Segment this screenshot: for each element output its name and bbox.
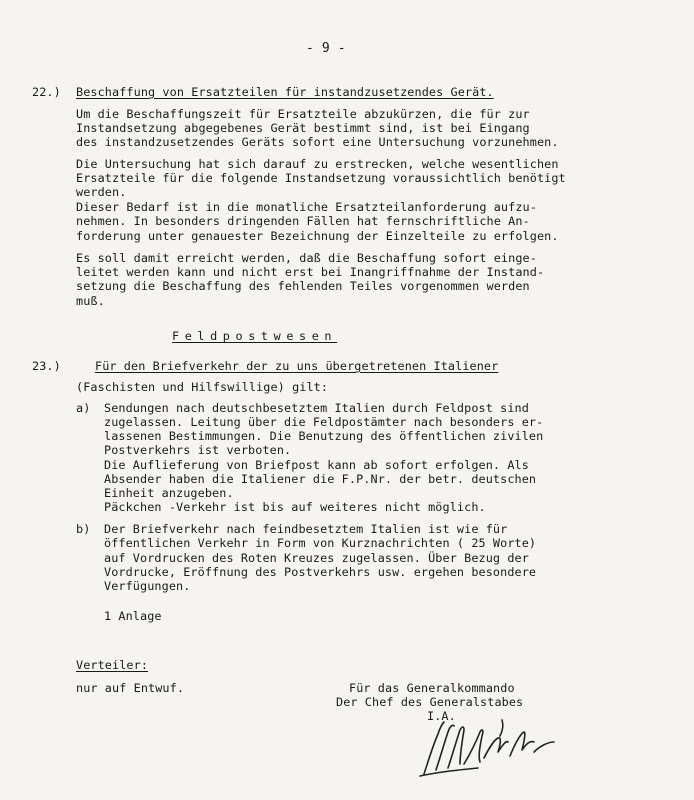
s22-line: muß. — [76, 294, 105, 308]
item-b-line: Vordrucke, Eröffnung des Postverkehrs usw. ergehen besondere — [104, 565, 537, 579]
item-a-line: Absender haben die Italiener die F.P.Nr. der betr. deutschen — [104, 472, 537, 486]
anlage-note: 1 Anlage — [104, 609, 162, 623]
item-b-line: Der Briefverkehr nach feindbesetztem Italien ist wie für — [104, 522, 508, 536]
section-23-heading: Für den Briefverkehr der zu uns übergetretenen Italiener — [95, 359, 499, 373]
section-23-intro: (Faschisten und Hilfswillige) gilt: — [76, 380, 329, 394]
page-number: - 9 - — [306, 41, 346, 56]
verteiler-label: Verteiler: — [76, 658, 149, 672]
section-22-heading: Beschaffung von Ersatzteilen für instandzusetzendes Gerät. — [76, 85, 494, 99]
item-a-line: Sendungen nach deutschbesetztem Italien durch Feldpost sind — [104, 401, 529, 415]
s22-line: des instandzusetzendes Geräts sofort eine Untersuchung vorzunehmen. — [76, 135, 559, 149]
section-23-number: 23.) — [32, 359, 61, 373]
item-a-line: Päckchen -Verkehr ist bis auf weiteres nicht möglich. — [104, 500, 486, 514]
item-a-line: lassenen Bestimmungen. Die Benutzung des öffentlichen zivilen — [104, 429, 544, 443]
item-a-line: Postverkehrs ist verboten. — [104, 443, 292, 457]
s22-line: Es soll damit erreicht werden, daß die Beschaffung sofort einge- — [76, 251, 537, 265]
item-a-line: Die Auflieferung von Briefpost kann ab sofort erfolgen. Als — [104, 458, 529, 472]
item-b-marker: b) — [76, 522, 91, 536]
item-a-line: zugelassen. Leitung über die Feldpostämter nach besonders er- — [104, 415, 544, 429]
handwritten-signature — [418, 712, 568, 782]
s22-line: Ersatzteile für die folgende Instandsetzung voraussichtlich benötigt — [76, 171, 566, 185]
feldpost-heading: Feldpostwesen — [172, 329, 338, 343]
s22-line: Die Untersuchung hat sich darauf zu erstrecken, welche wesentlichen — [76, 157, 559, 171]
s22-line: werden. — [76, 185, 127, 199]
s22-line: Dieser Bedarf ist in die monatliche Ersatzteilanforderung aufzu- — [76, 200, 537, 214]
signature-line: I.A. — [427, 709, 456, 723]
s22-line: forderung unter genauester Bezeichnung der Einzelteile zu erfolgen. — [76, 229, 559, 243]
item-b-line: auf Vordrucken des Roten Kreuzes zugelassen. Über Bezug der — [104, 551, 529, 565]
s22-line: nehmen. In besonders dringenden Fällen hat fernschriftliche An- — [76, 214, 530, 228]
signature-line: Für das Generalkommando — [349, 681, 515, 695]
item-b-line: Verfügungen. — [104, 579, 191, 593]
signature-line: Der Chef des Generalstabes — [336, 695, 524, 709]
item-b-line: öffentlichen Verkehr in Form von Kurznachrichten ( 25 Worte) — [104, 536, 537, 550]
s22-line: Instandsetzung abgegebenes Gerät bestimmt sind, ist bei Eingang — [76, 121, 530, 135]
s22-line: leitet werden kann und nicht erst bei Inangriffnahme der Instand- — [76, 265, 545, 279]
verteiler-value: nur auf Entwuf. — [76, 681, 185, 695]
item-a-marker: a) — [76, 401, 91, 415]
item-a-line: Einheit anzugeben. — [104, 486, 234, 500]
s22-line: setzung die Beschaffung des fehlenden Teiles vorgenommen werden — [76, 279, 530, 293]
s22-line: Um die Beschaffungszeit für Ersatzteile abzukürzen, die für zur — [76, 107, 530, 121]
section-22-number: 22.) — [32, 85, 61, 99]
